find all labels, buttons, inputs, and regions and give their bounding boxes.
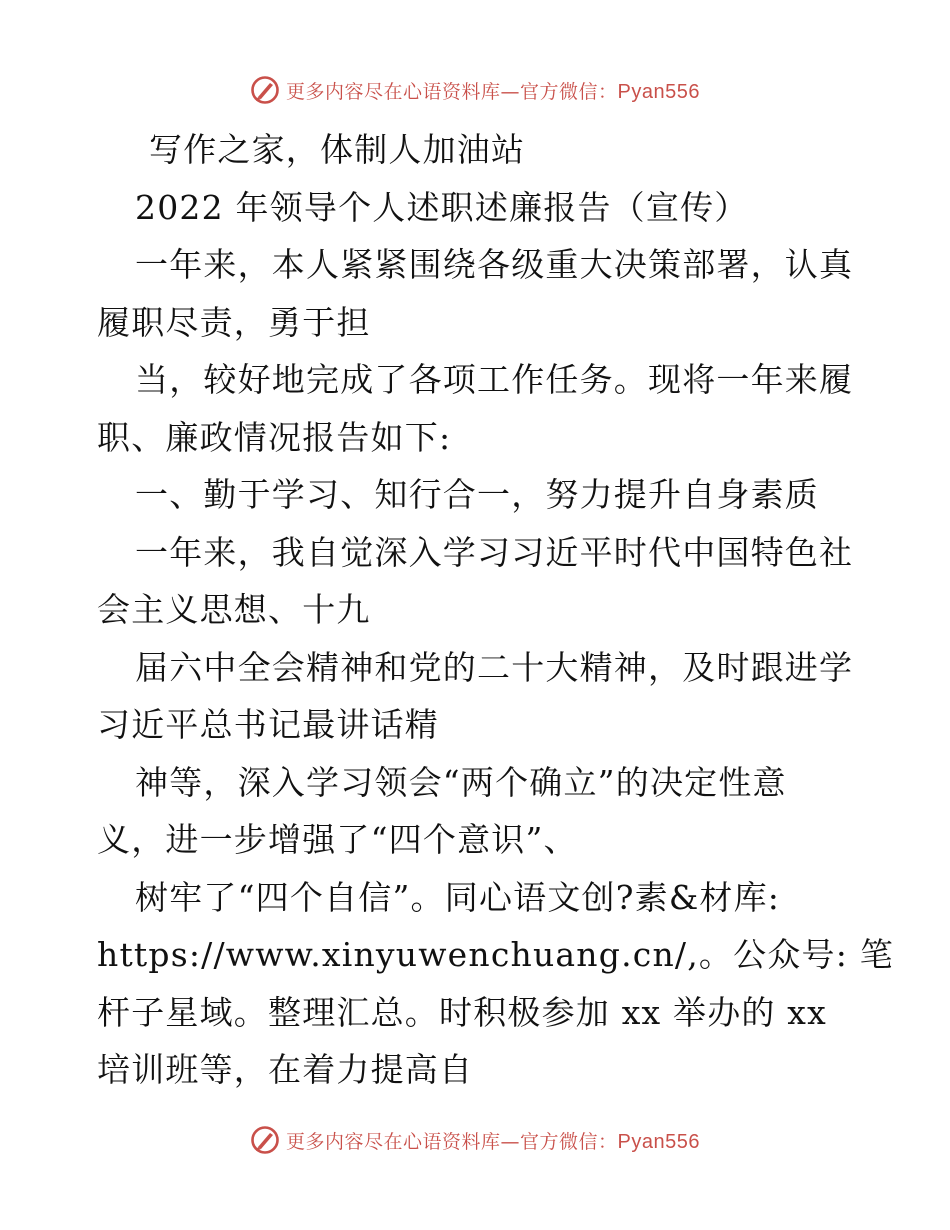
watermark-text: 更多内容尽在心语资料库—官方微信：Pyan556: [286, 1130, 700, 1153]
doc-line: 习近平总书记最讲话精: [97, 705, 439, 744]
doc-line: https://www.xinyuwenchuang.cn/,。公众号: 笔: [97, 935, 894, 974]
watermark-text: 更多内容尽在心语资料库—官方微信：Pyan556: [286, 80, 700, 103]
doc-title: 2022 年领导个人述职述廉报告（宣传）: [135, 187, 749, 227]
doc-line: 神等，深入学习领会“两个确立”的决定性意: [135, 762, 787, 802]
quill-logo-icon: [250, 1125, 280, 1155]
doc-line: 职、廉政情况报告如下:: [97, 417, 452, 457]
watermark-wechat-id: Pyan556: [617, 1130, 700, 1153]
doc-line: 杆子星域。整理汇总。时积极参加 xx 举办的 xx: [97, 992, 827, 1032]
doc-line: 培训班等，在着力提高自: [97, 1050, 474, 1089]
doc-line: 树牢了“四个自信”。同心语文创?素&材库:: [135, 877, 781, 917]
doc-line: 写作之家，体制人加油站: [149, 130, 526, 169]
watermark-wechat-id: Pyan556: [617, 80, 700, 103]
doc-line: 一年来，本人紧紧围绕各级重大决策部署，认真: [135, 245, 854, 284]
doc-line: 义，进一步增强了“四个意识”、: [97, 820, 578, 859]
watermark-footer: [0, 1120, 950, 1160]
doc-line: 履职尽责，勇于担: [97, 302, 371, 342]
doc-line: 会主义思想、十九: [97, 590, 371, 629]
watermark-header: [0, 70, 950, 110]
doc-line: 当，较好地完成了各项工作任务。现将一年来履: [135, 360, 854, 399]
doc-line: 一年来，我自觉深入学习习近平时代中国特色社: [135, 532, 854, 572]
quill-logo-icon: [250, 75, 280, 105]
document-body: [97, 121, 894, 1099]
doc-line: 届六中全会精神和党的二十大精神，及时跟进学: [135, 647, 854, 687]
section-heading: 一、勤于学习、知行合一，努力提升自身素质: [135, 475, 819, 514]
